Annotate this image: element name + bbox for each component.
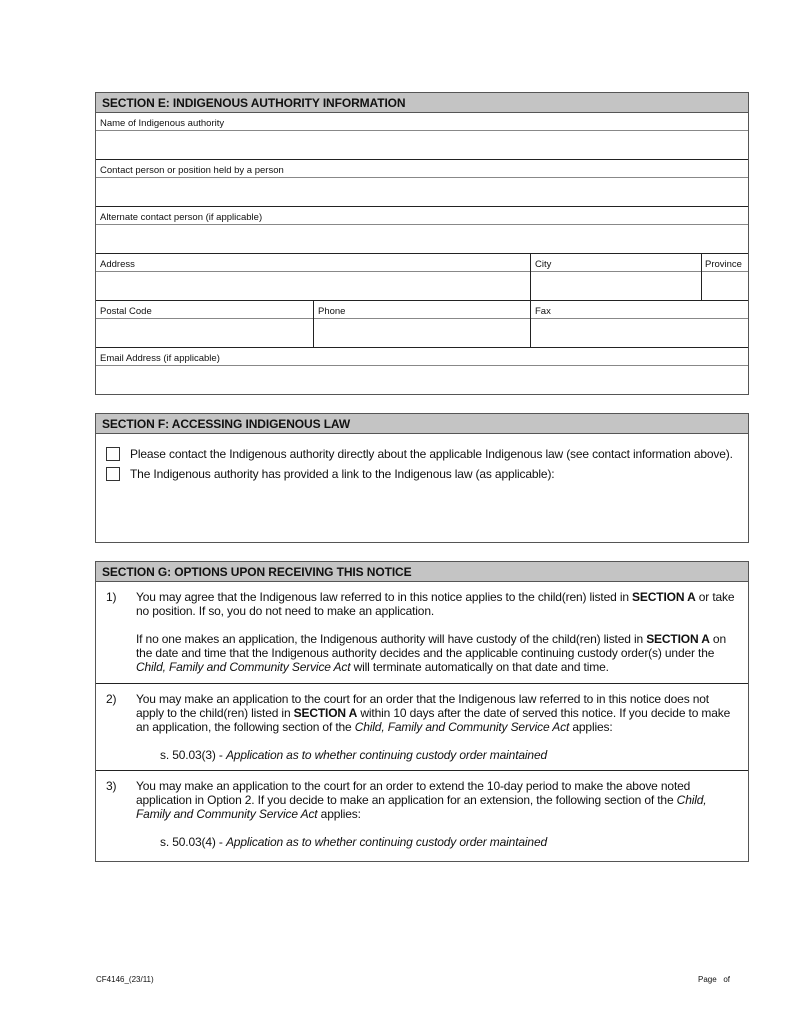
option-1-number: 1) — [106, 590, 117, 604]
postal-code-input[interactable] — [96, 319, 313, 347]
fax-input[interactable] — [531, 319, 748, 347]
section-f-accessing-law — [95, 413, 749, 543]
option-1-paragraph-2: If no one makes an application, the Indigenous authority will have custody of the child(ren) listed in SECTION A on the date and time that the Indigenous authority decides and the applicable continuing custody order(s) under the Child, Family and Community Service Act will terminate automatically on that date and time. — [136, 632, 726, 674]
option-contact-authority-label: Please contact the Indigenous authority directly about the applicable Indigenous law (see contact information above). — [130, 447, 733, 461]
option-3-paragraph: You may make an application to the court for an order to extend the 10-day period to make the above noted application in Option 2. If you decide to make an application for an extension, the following section of the Child, Family and Community Service Act applies: — [136, 779, 707, 821]
option-3-text — [136, 779, 736, 849]
authority-name-cell — [96, 113, 748, 159]
option-3 — [96, 771, 748, 861]
form-code: CF4146_(23/11) — [96, 975, 154, 984]
page-number: Page of — [698, 975, 731, 984]
section-g-options — [95, 561, 749, 862]
address-input[interactable] — [96, 272, 530, 300]
city-cell — [531, 254, 702, 300]
province-cell — [702, 254, 748, 300]
checkbox-link-provided[interactable] — [106, 467, 120, 481]
option-3-number: 3) — [106, 779, 117, 793]
phone-cell — [314, 301, 531, 347]
option-link-provided-label: The Indigenous authority has provided a link to the Indigenous law (as applicable): — [130, 467, 555, 481]
row-email — [96, 348, 748, 394]
email-cell — [96, 348, 748, 394]
phone-label: Phone — [314, 301, 530, 319]
option-2-statute-reference: s. 50.03(3) - Application as to whether continuing custody order maintained — [160, 748, 547, 762]
row-address — [96, 254, 748, 301]
email-label: Email Address (if applicable) — [96, 348, 748, 366]
province-label: Province — [702, 254, 748, 272]
section-e-indigenous-authority — [95, 92, 749, 395]
section-f-body — [96, 434, 748, 542]
authority-name-label: Name of Indigenous authority — [96, 113, 748, 131]
option-2 — [96, 684, 748, 771]
city-label: City — [531, 254, 701, 272]
fax-cell — [531, 301, 748, 347]
checkbox-contact-authority[interactable] — [106, 447, 120, 461]
option-contact-authority[interactable] — [106, 444, 748, 464]
postal-code-label: Postal Code — [96, 301, 313, 319]
address-cell — [96, 254, 531, 300]
authority-name-input[interactable] — [96, 131, 748, 159]
postal-code-cell — [96, 301, 314, 347]
alternate-contact-cell — [96, 207, 748, 253]
section-g-title: SECTION G: OPTIONS UPON RECEIVING THIS NOTICE — [96, 562, 748, 582]
fax-label: Fax — [531, 301, 748, 319]
option-1-paragraph-1: You may agree that the Indigenous law referred to in this notice applies to the child(ren) listed in SECTION A or take no position. If so, you do not need to make an application. — [136, 590, 735, 618]
alternate-contact-label: Alternate contact person (if applicable) — [96, 207, 748, 225]
email-input[interactable] — [96, 366, 748, 394]
option-1-text — [136, 590, 736, 674]
option-2-text — [136, 692, 736, 762]
contact-person-input[interactable] — [96, 178, 748, 206]
option-2-number: 2) — [106, 692, 117, 706]
alternate-contact-input[interactable] — [96, 225, 748, 253]
row-contact-person — [96, 160, 748, 207]
address-label: Address — [96, 254, 530, 272]
province-input[interactable] — [702, 272, 748, 300]
phone-input[interactable] — [314, 319, 530, 347]
row-alternate-contact — [96, 207, 748, 254]
row-authority-name — [96, 113, 748, 160]
option-link-provided[interactable] — [106, 464, 748, 484]
section-f-title: SECTION F: ACCESSING INDIGENOUS LAW — [96, 414, 748, 434]
option-3-statute-reference: s. 50.03(4) - Application as to whether continuing custody order maintained — [160, 835, 547, 849]
row-postal-phone-fax — [96, 301, 748, 348]
section-e-title: SECTION E: INDIGENOUS AUTHORITY INFORMATION — [96, 93, 748, 113]
city-input[interactable] — [531, 272, 701, 300]
contact-person-cell — [96, 160, 748, 206]
contact-person-label: Contact person or position held by a person — [96, 160, 748, 178]
option-1 — [96, 582, 748, 684]
option-2-paragraph: You may make an application to the court for an order that the Indigenous law referred to in this notice does not apply to the child(ren) listed in SECTION A within 10 days after the date of served this notice. If you decide to make an application, the following section of the Child, Family and Community Service Act applies: — [136, 692, 731, 734]
